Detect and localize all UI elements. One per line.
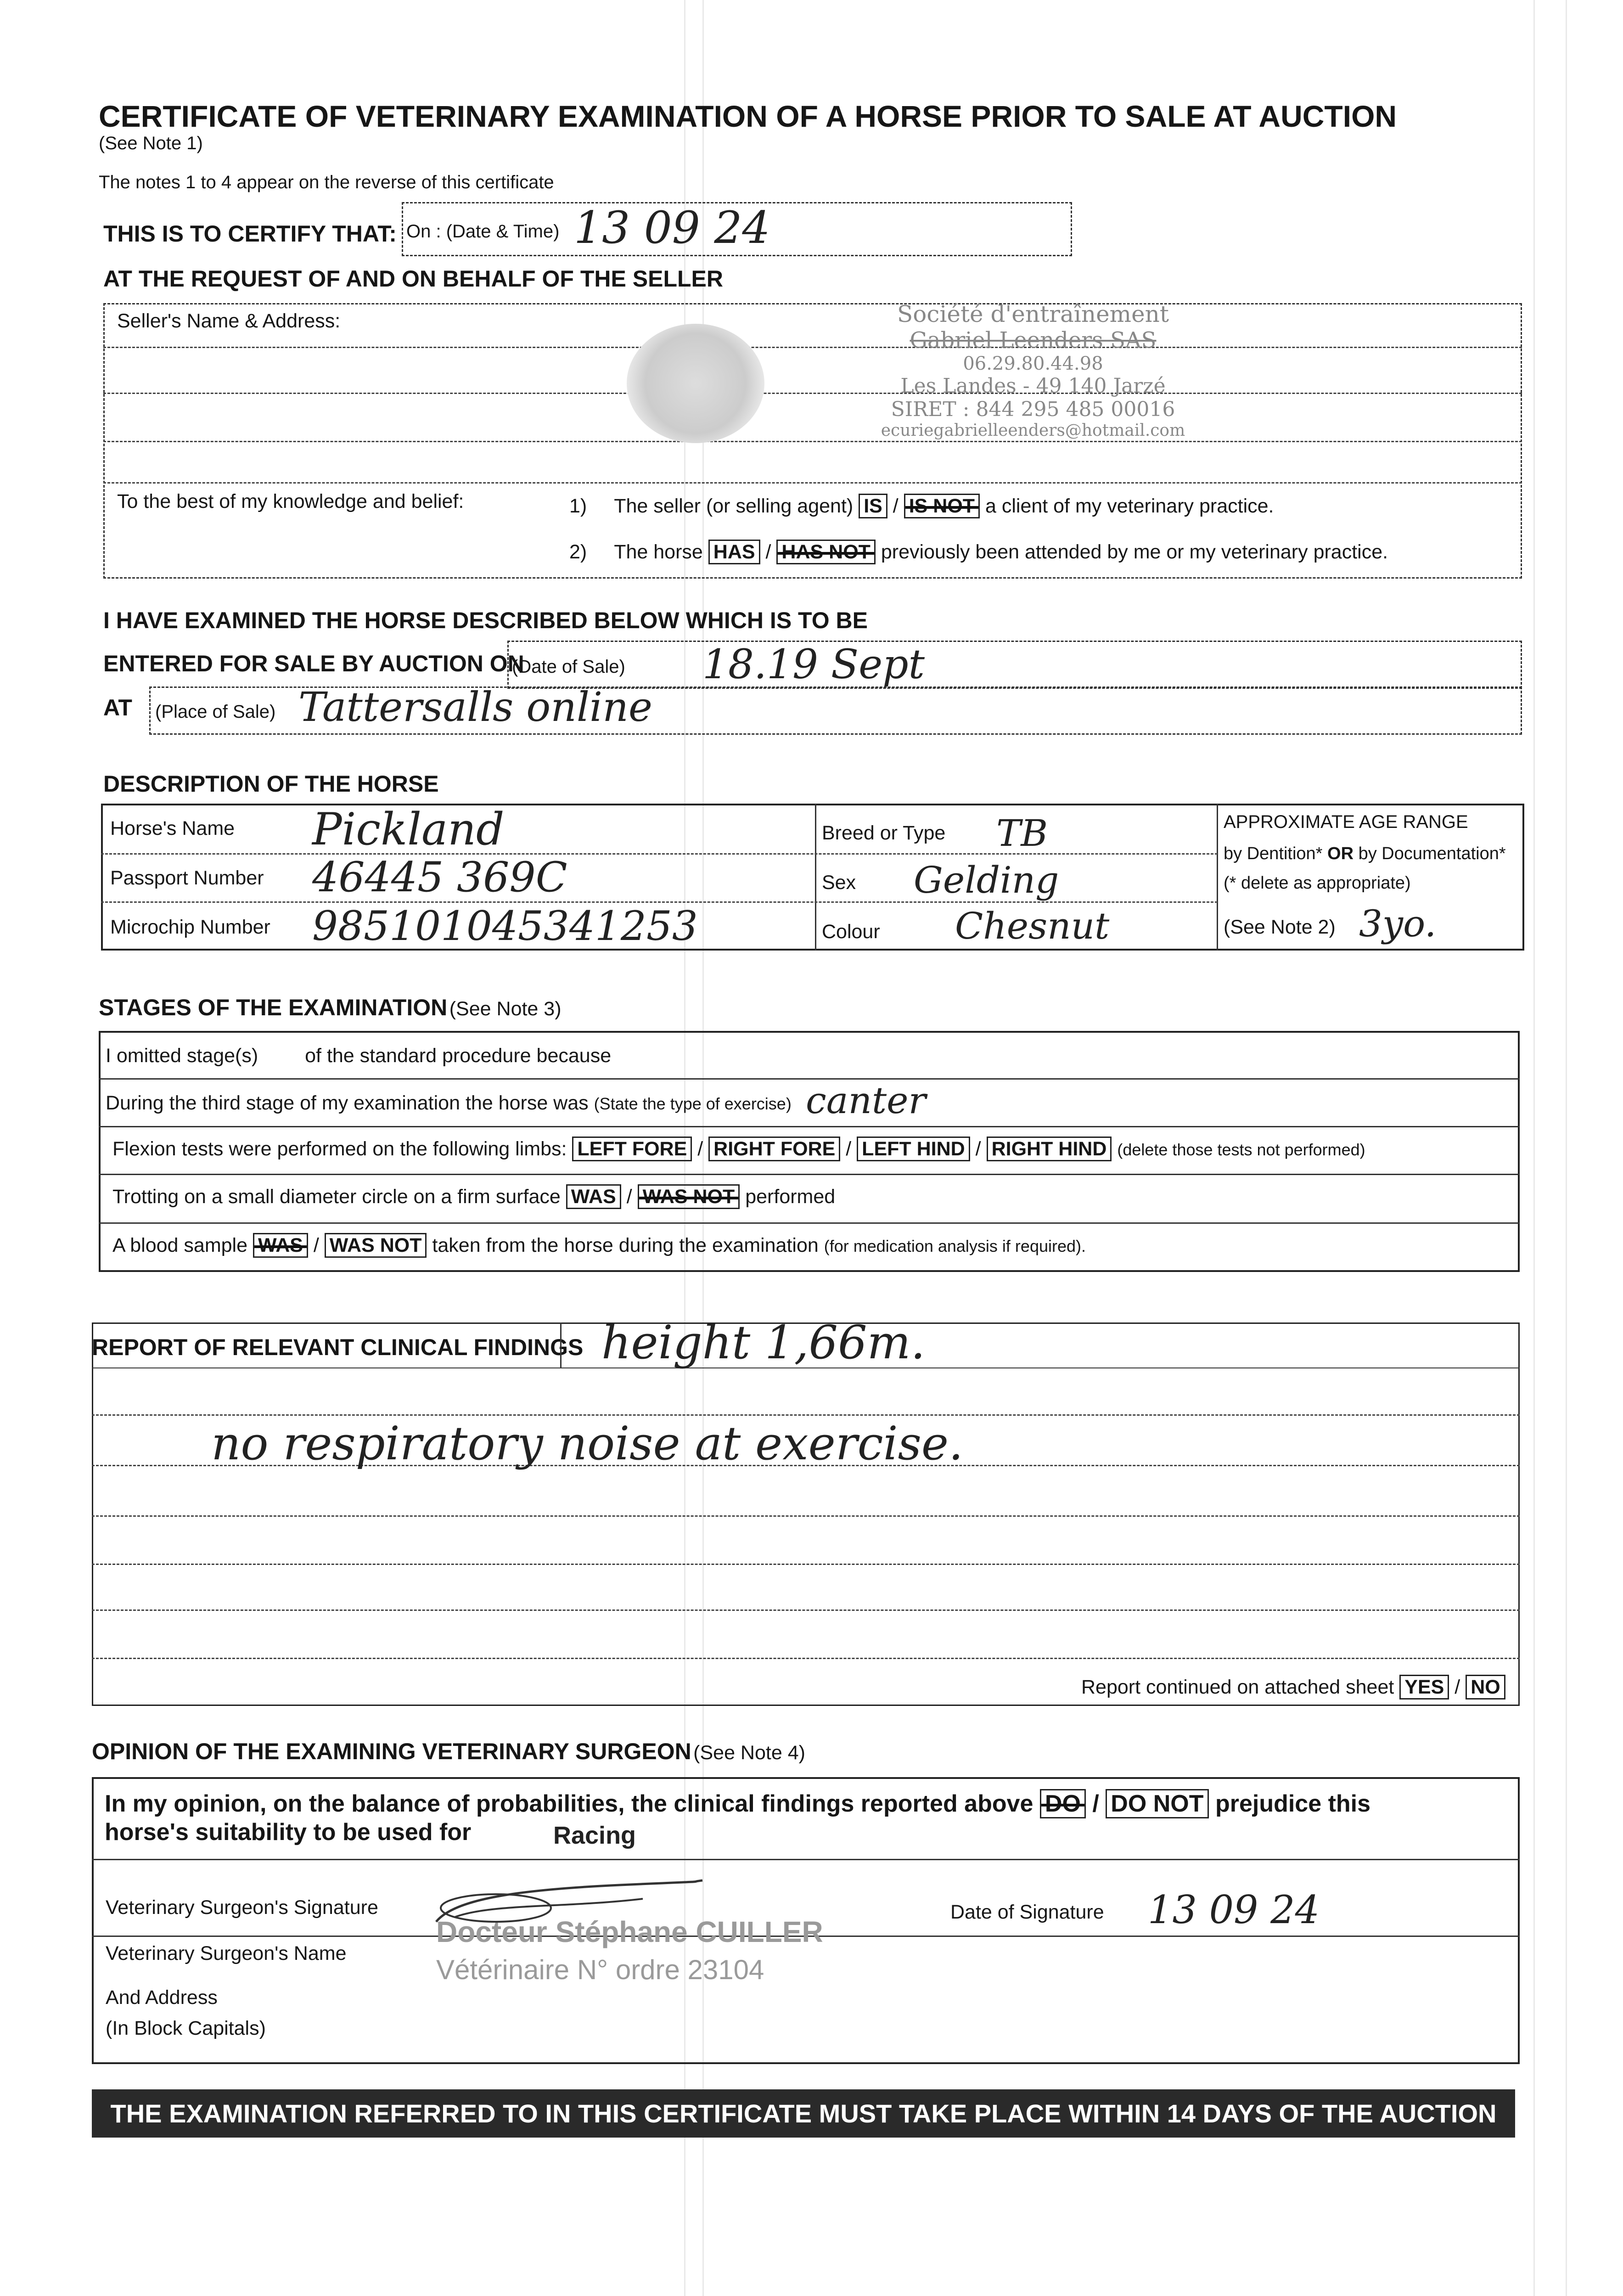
blood-sep: / [313,1234,319,1256]
sale-date-box [507,641,1522,689]
opinion-text-1 [105,1790,1370,1818]
continued-yes: YES [1399,1675,1449,1699]
omitted-because: of the standard procedure because [305,1045,612,1067]
continued-no: NO [1466,1675,1505,1699]
q2-has: HAS [708,540,760,564]
blood-was-not: WAS NOT [325,1233,427,1258]
omitted-label: I omitted stage(s) [106,1045,258,1067]
opinion-heading-note: (See Note 4) [693,1742,805,1764]
trot-was-not: WAS NOT [638,1184,740,1209]
flexion-label: Flexion tests were performed on the following limbs: [112,1138,567,1160]
stamp-line-1: Société d'entraînement [897,301,1169,327]
q1-end: a client of my veterinary practice. [985,495,1274,517]
stages-heading-text: STAGES OF THE EXAMINATION [99,995,448,1020]
finding-line-2: no respiratory noise at exercise. [211,1417,963,1470]
block-capitals-label: (In Block Capitals) [106,2017,266,2039]
certificate-title: CERTIFICATE OF VETERINARY EXAMINATION OF A HORSE PRIOR TO SALE AT AUCTION [99,99,1397,133]
sale-place-value: Tattersalls online [298,683,652,731]
third-stage-note: (State the type of exercise) [594,1094,792,1113]
passport-value: 46445 369C [312,853,567,901]
report-continued [1081,1676,1505,1699]
age-or: OR [1327,844,1354,863]
opinion-prejudice: prejudice this [1215,1790,1371,1817]
age-by-dentition: by Dentition* [1224,844,1323,863]
question-2 [569,541,1388,563]
third-stage-label: During the third stage of my examination the horse was [106,1092,589,1114]
blood-end: taken from the horse during the examination [432,1234,819,1256]
omitted-stages [106,1045,611,1067]
stamp-line-3: 06.29.80.44.98 [963,353,1103,374]
on-date-value: 13 09 24 [574,202,770,253]
trot-label: Trotting on a small diameter circle on a firm surface [112,1186,561,1208]
trot-performed: performed [745,1186,836,1208]
description-heading: DESCRIPTION OF THE HORSE [103,771,439,797]
blood-was: WAS [253,1233,308,1258]
sale-place-label: (Place of Sale) [155,702,276,722]
on-date-label: On : (Date & Time) [406,221,560,242]
vet-name-label: Veterinary Surgeon's Name [106,1942,347,1964]
breed-value: TB [996,812,1048,855]
sex-value: Gelding [914,859,1059,901]
right-fore: RIGHT FORE [708,1137,840,1161]
sale-date-label: (Date of Sale) [512,657,625,677]
footer-banner: THE EXAMINATION REFERRED TO IN THIS CERTIFICATE MUST TAKE PLACE WITHIN 14 DAYS OF THE AUCTION [92,2089,1515,2138]
opinion-do-not: DO NOT [1106,1789,1208,1818]
flexion-tests [112,1138,1365,1160]
passport-label: Passport Number [110,867,264,889]
examined-text: I HAVE EXAMINED THE HORSE DESCRIBED BELOW WHICH IS TO BE [103,608,868,633]
left-hind: LEFT HIND [857,1137,970,1161]
see-note-1: (See Note 1) [99,133,203,153]
horse-name-label: Horse's Name [110,817,235,839]
stamp-line-5: SIRET : 844 295 485 00016 [891,398,1175,421]
flexion-sep-2: / [846,1138,852,1160]
exercise-value: canter [806,1079,926,1122]
flexion-note: (delete those tests not performed) [1117,1140,1365,1159]
date-signature-value: 13 09 24 [1148,1887,1320,1932]
question-1 [569,495,1274,518]
q2-number: 2) [569,541,587,563]
opinion-text-2: horse's suitability to be used for [105,1819,472,1846]
age-see-note: (See Note 2) [1224,916,1336,938]
continued-sep: / [1455,1676,1460,1698]
seller-stamp [781,301,1286,440]
report-continued-label: Report continued on attached sheet [1081,1676,1394,1698]
age-delete-note: (* delete as appropriate) [1224,873,1411,893]
q2-sep: / [765,541,771,563]
sale-date-value: 18.19 Sept [702,641,925,688]
seller-seal [627,324,764,443]
q1-is: IS [859,494,887,518]
stamp-line-4: Les Landes - 49 140 Jarzé [900,374,1166,398]
opinion-sep: / [1092,1790,1099,1817]
report-heading: REPORT OF RELEVANT CLINICAL FINDINGS [92,1334,584,1360]
address-label: And Address [106,1986,218,2009]
vet-stamp-order: Vétérinaire N° ordre 23104 [436,1954,764,1985]
q1-number: 1) [569,495,587,517]
opinion-heading [92,1738,805,1765]
q2-text: The horse [614,541,703,563]
q1-is-not: IS NOT [904,494,980,518]
stamp-line-6: ecuriegabrielleenders@hotmail.com [881,421,1185,440]
colour-value: Chesnut [955,905,1110,947]
certify-label: THIS IS TO CERTIFY THAT: [103,221,397,247]
report-box [92,1322,1520,1706]
seller-name-label: Seller's Name & Address: [117,310,341,332]
opinion-statement: In my opinion, on the balance of probabilities, the clinical findings reported above [105,1790,1033,1817]
blood-label: A blood sample [112,1234,248,1256]
trot-was: WAS [566,1184,621,1209]
third-stage [106,1092,792,1114]
date-signature-label: Date of Signature [950,1901,1104,1923]
flexion-sep-1: / [697,1138,703,1160]
horse-name-value: Pickland [312,804,505,855]
notes-text: The notes 1 to 4 appear on the reverse of this certificate [99,172,554,192]
colour-label: Colour [822,921,880,943]
age-by-documentation: by Documentation* [1358,844,1506,863]
q2-has-not: HAS NOT [776,540,876,564]
stages-heading [99,994,562,1021]
left-fore: LEFT FORE [572,1137,692,1161]
trotting [112,1186,835,1208]
finding-line-1: height 1,66m. [601,1316,926,1369]
seller-request: AT THE REQUEST OF AND ON BEHALF OF THE SELLER [103,266,723,292]
blood-note: (for medication analysis if required). [824,1237,1086,1255]
flexion-sep-3: / [975,1138,981,1160]
opinion-do: DO [1040,1789,1086,1818]
at-label: AT [103,695,132,720]
breed-label: Breed or Type [822,822,946,844]
age-value: 3yo. [1359,902,1437,945]
age-title: APPROXIMATE AGE RANGE [1224,812,1468,832]
opinion-heading-text: OPINION OF THE EXAMINING VETERINARY SURGEON [92,1739,691,1764]
q1-text: The seller (or selling agent) [614,495,854,517]
blood-sample [112,1234,1086,1257]
stamp-line-2: Gabriel Leenders SAS [910,327,1157,353]
age-method [1224,844,1506,864]
signature-label: Veterinary Surgeon's Signature [106,1896,378,1919]
trot-sep: / [626,1186,632,1208]
sex-label: Sex [822,872,856,894]
entered-text: ENTERED FOR SALE BY AUCTION ON [103,651,524,676]
microchip-label: Microchip Number [110,916,270,938]
right-hind: RIGHT HIND [987,1137,1112,1161]
stages-heading-note: (See Note 3) [449,998,562,1020]
q2-end: previously been attended by me or my veterinary practice. [881,541,1388,563]
knowledge-label: To the best of my knowledge and belief: [117,490,464,512]
q1-sep: / [893,495,899,517]
vet-stamp-name: Docteur Stéphane CUILLER [436,1915,823,1948]
microchip-value: 985101045341253 [312,902,698,950]
intended-use-value: Racing [553,1822,636,1849]
